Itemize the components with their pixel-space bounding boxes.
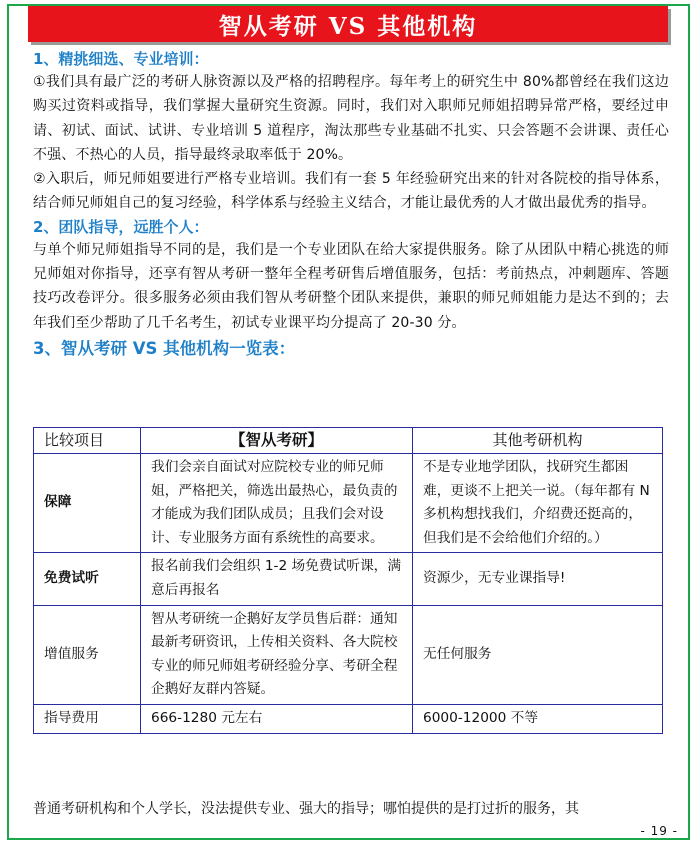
cell-others-fee: 6000-12000 不等	[413, 704, 663, 733]
header-compare-item: 比较项目	[34, 428, 141, 454]
section2-paragraph: 与单个师兄师姐指导不同的是，我们是一个专业团队在给大家提供服务。除了从团队中精心挑选的师兄师姐对你指导，还享有智从考研一整年全程考研售后增值服务，包括：考前热点，冲刺题库、答题技巧改卷评分。很多服务必须由我们智从考研整个团队来提供，兼职的师兄师姐能力是达不到的；去年我们至少帮助了几千名考生，初试专业课平均分提高了 20-30 分。	[33, 241, 669, 331]
section3-heading: 3、智从考研 VS 其他机构一览表：	[33, 338, 296, 358]
page-number: - 19 -	[640, 824, 678, 838]
header-other-institutions: 其他考研机构	[413, 428, 663, 454]
cell-zhicong-fee: 666-1280 元左右	[141, 704, 413, 733]
main-content	[33, 48, 669, 362]
section2-heading: 2、团队指导，远胜个人：	[33, 217, 209, 236]
cell-zhicong-value-added: 智从考研统一企鹅好友学员售后群：通知最新考研资讯，上传相关资料、各大院校专业的师兄师姐考研经验分享、考研全程企鹅好友群内答疑。	[141, 605, 413, 704]
cell-zhicong-guarantee: 我们会亲自面试对应院校专业的师兄师姐，严格把关，筛选出最热心，最负责的才能成为我们团队成员；且我们会对设计、专业服务方面有系统性的高要求。	[141, 454, 413, 553]
cell-zhicong-free-trial: 报名前我们会组织 1-2 场免费试听课，满意后再报名	[141, 553, 413, 605]
row-item-free-trial: 免费试听	[34, 553, 141, 605]
footer-paragraph: 普通考研机构和个人学长，没法提供专业、强大的指导；哪怕提供的是打过折的服务，其	[33, 801, 579, 817]
section1-paragraph-1: ①我们具有最广泛的考研人脉资源以及严格的招聘程序。每年考上的研究生中 80%都曾经在我们这边购买过资料或指导，我们掌握大量研究生资源。同时，我们对入职师兄师姐招聘异常严格，要经过申请、初试、面试、试讲、专业培训 5 道程序，淘汰那些专业基础不扎实、只会答题不会讲课、责任心不强、不热心的人员，指导最终录取率低于 20%。	[33, 74, 669, 163]
table-row	[34, 704, 663, 733]
section1-heading: 1、精挑细选、专业培训：	[33, 50, 209, 68]
cell-others-free-trial: 资源少，无专业课指导!	[413, 553, 663, 605]
row-item-value-added: 增值服务	[34, 605, 141, 704]
page-title: 智从考研 VS 其他机构	[218, 12, 478, 40]
table-header-row	[34, 428, 663, 454]
title-banner	[28, 6, 668, 42]
row-item-fee: 指导费用	[34, 704, 141, 733]
table-row	[34, 553, 663, 605]
cell-others-value-added: 无任何服务	[413, 605, 663, 704]
table-row	[34, 605, 663, 704]
table-row	[34, 454, 663, 553]
cell-others-guarantee: 不是专业地学团队，找研究生都困难，更谈不上把关一说。（每年都有 N 多机构想找我们，介绍费还挺高的，但我们是不会给他们介绍的。）	[413, 454, 663, 553]
row-item-guarantee: 保障	[34, 454, 141, 553]
comparison-table	[33, 427, 663, 734]
section1-paragraph-2: ②入职后，师兄师姐要进行严格专业培训。我们有一套 5 年经验研究出来的针对各院校的指导体系，结合师兄师姐自己的复习经验，科学体系与经验主义结合，才能让最优秀的人才做出最优秀的指导。	[33, 171, 669, 212]
header-zhicong: 【智从考研】	[141, 428, 413, 454]
